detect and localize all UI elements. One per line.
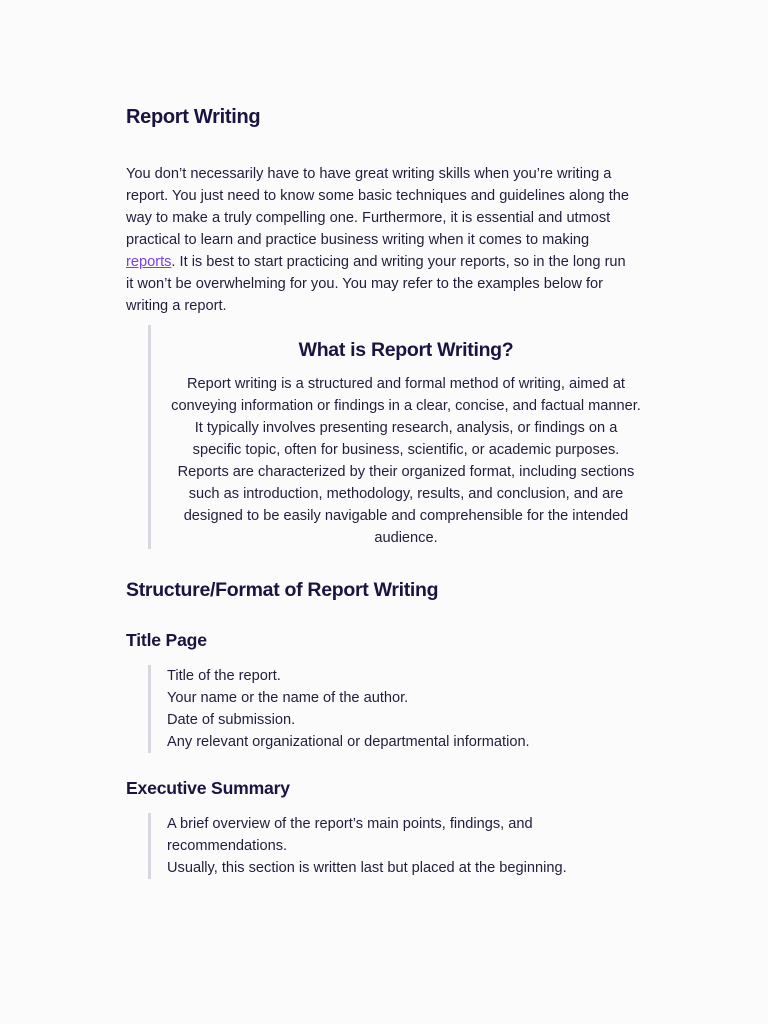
definition-callout — [148, 325, 641, 549]
page-title: Report Writing — [126, 106, 261, 128]
reports-link[interactable]: reports — [126, 254, 172, 270]
intro-paragraph — [126, 163, 636, 317]
list-item: Title of the report. — [167, 668, 281, 684]
structure-heading: Structure/Format of Report Writing — [126, 579, 439, 601]
intro-text-after-link: . It is best to start practicing and writing your reports, so in the long run it won’t be overwhelming for you. You may refer to the examples below for writing a report. — [126, 254, 626, 314]
callout-body: Report writing is a structured and formal method of writing, aimed at conveying information or findings in a clear, concise, and factual manner. It typically involves presenting research, analysis, or findings on a specific topic, often for business, scientific, or academic purposes. Reports are characterized by their organized format, including sections such as introduction, methodology, results, and conclusion, and are designed to be easily navigable and comprehensible for the intended audience. — [171, 376, 641, 546]
executive-summary-heading: Executive Summary — [126, 778, 290, 798]
document-page — [126, 102, 641, 879]
list-item: Date of submission. — [167, 712, 296, 728]
title-page-heading: Title Page — [126, 630, 207, 650]
executive-summary-list — [148, 813, 607, 879]
intro-text-before-link: You don’t necessarily have to have great writing skills when you’re writing a report. You just need to know some basic techniques and guidelines along the way to make a truly compelling one. Furthermore, it is essential and utmost practical to learn and practice business writing when it comes to making — [126, 166, 630, 248]
list-item: A brief overview of the report’s main points, findings, and recommendations. — [167, 816, 533, 854]
callout-heading: What is Report Writing? — [298, 339, 514, 361]
list-item: Your name or the name of the author. — [167, 690, 409, 706]
list-item: Any relevant organizational or departmental information. — [167, 734, 530, 750]
title-page-list — [148, 665, 636, 753]
list-item: Usually, this section is written last but placed at the beginning. — [167, 860, 567, 876]
